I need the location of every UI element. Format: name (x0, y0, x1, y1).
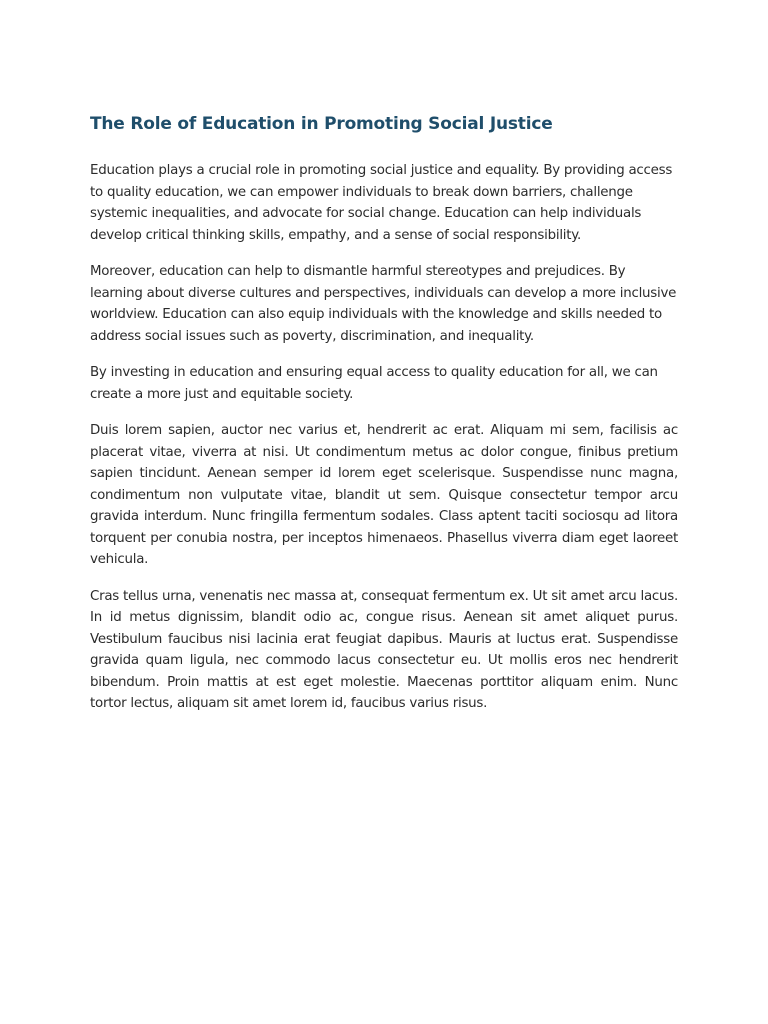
paragraph-1: Education plays a crucial role in promoting social justice and equality. By providing access to quality education, we can empower individuals to break down barriers, challenge systemic inequalities, and advocate for social change. Education can help individuals develop critical thinking skills, empathy, and a sense of social responsibility. (90, 163, 673, 243)
document-title: The Role of Education in Promoting Social Justice (90, 114, 553, 134)
paragraph-2: Moreover, education can help to dismantle harmful stereotypes and prejudices. By learning about diverse cultures and perspectives, individuals can develop a more inclusive worldview. Education can also equip individuals with the knowledge and skills needed to address social issues such as poverty, discrimination, and inequality. (90, 264, 677, 344)
paragraph-5: Cras tellus urna, venenatis nec massa at, consequat fermentum ex. Ut sit amet arcu lacus. In id metus dignissim, blandit odio ac, congue risus. Aenean sit amet aliquet purus. Vestibulum faucibus nisi lacinia erat feugiat dapibus. Mauris at luctus erat. Suspendisse gravida quam ligula, nec commodo lacus consectetur eu. Ut mollis eros nec hendrerit bibendum. Proin mattis at est eget molestie. Maecenas porttitor aliquam enim. Nunc tortor lectus, aliquam sit amet lorem id, faucibus varius risus. (90, 588, 678, 711)
document-page (90, 110, 678, 730)
paragraph-3: By investing in education and ensuring equal access to quality education for all, we can create a more just and equitable society. (90, 365, 658, 402)
paragraph-4: Duis lorem sapien, auctor nec varius et, hendrerit ac erat. Aliquam mi sem, facilisis ac placerat vitae, viverra at nisi. Ut condimentum metus ac dolor congue, finibus pretium sapien tincidunt. Aenean semper id lorem eget scelerisque. Suspendisse nunc magna, condimentum non vulputate vitae, blandit ut sem. Quisque consectetur tempor arcu gravida interdum. Nunc fringilla fermentum sodales. Class aptent taciti sociosqu ad litora torquent per conubia nostra, per inceptos himenaeos. Phasellus viverra diam eget laoreet vehicula. (90, 423, 678, 567)
